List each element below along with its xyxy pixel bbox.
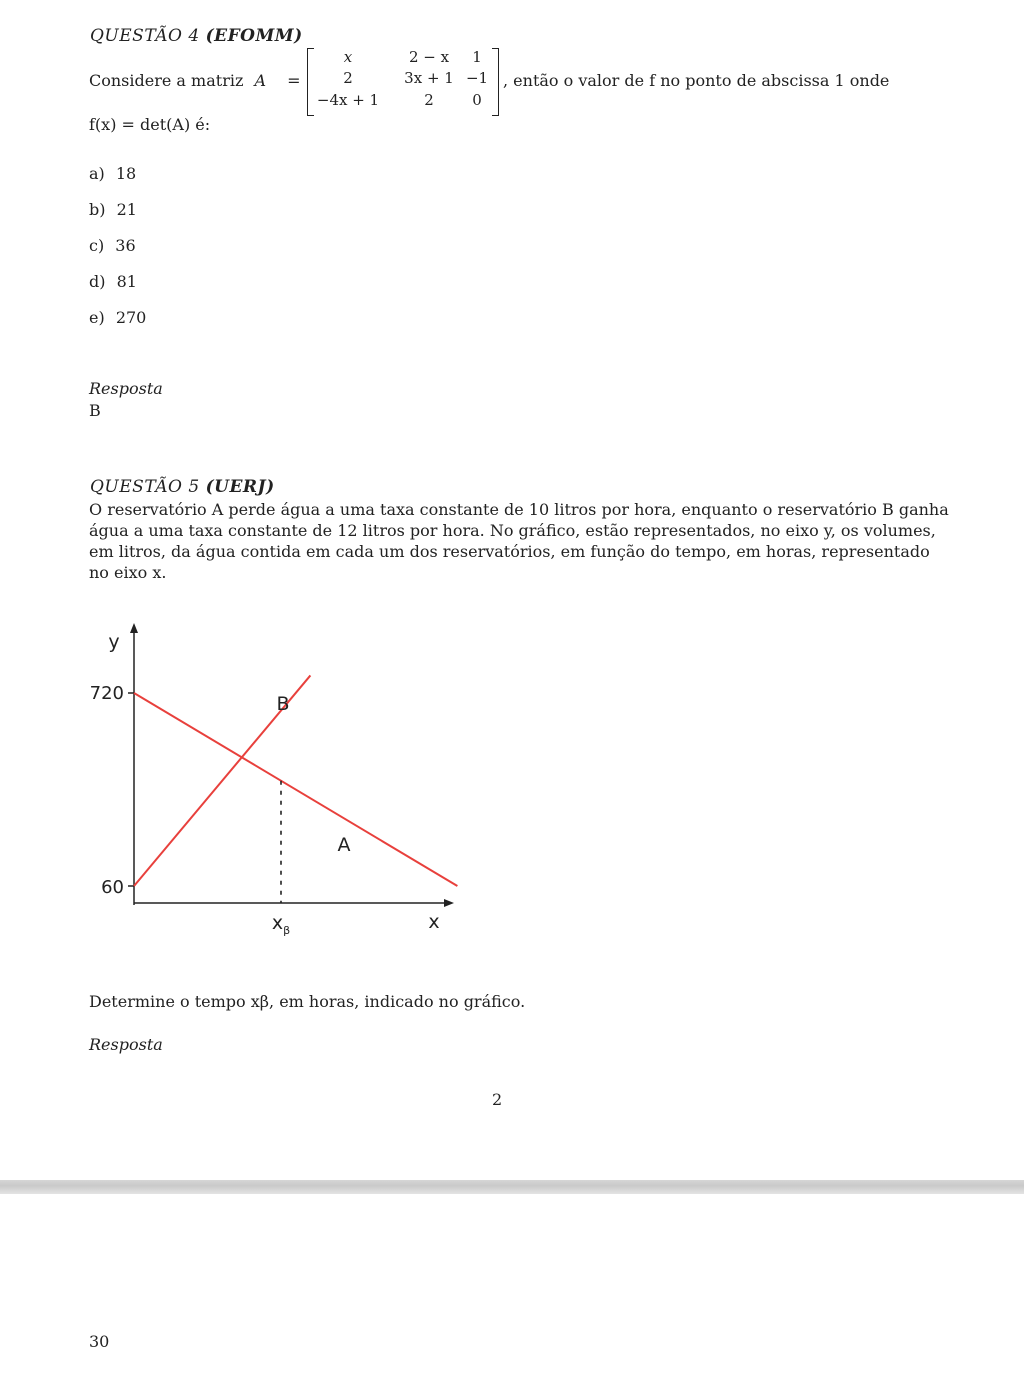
x-beta-main: x [271,912,284,934]
option-letter: d) [89,272,106,291]
matrix-left-bracket [307,48,314,116]
matrix-cell: 2 [424,91,434,109]
y-axis-arrow [130,623,138,633]
q4-title-source: (EFOMM) [205,26,303,46]
matrix-cell: x [343,48,353,66]
q5-title-source: (UERJ) [205,477,275,497]
reservoir-graph [80,615,480,945]
q5-paragraph-line: O reservatório A perde água a uma taxa constante de 10 litros por hora, enquanto o reservatório B ganha [89,500,949,519]
q4-intro [89,70,301,91]
q4-intro-text: Considere a matriz [89,71,244,90]
q4-after-matrix: , então o valor de f no ponto de abscissa 1 onde [503,71,890,90]
y-axis-label: y [108,631,120,653]
option-e [89,308,146,327]
matrix-cell: −4x + 1 [316,91,380,109]
q5-paragraph-line: em litros, da água contida em cada um dos reservatórios, em função do tempo, em horas, representado [89,542,930,561]
option-value: 21 [116,200,137,219]
option-value: 270 [115,308,147,327]
footer-page-number: 30 [89,1332,110,1351]
q4-title-prefix: QUESTÃO 4 [90,26,200,46]
option-value: 18 [115,164,137,183]
matrix-cell: 2 − x [408,48,450,66]
option-letter: c) [89,236,105,255]
option-d [89,272,137,291]
x-axis-arrow [444,899,454,907]
y-tick-label-60: 60 [101,877,124,898]
x-axis-label: x [428,911,440,933]
matrix-cell: −1 [465,69,489,87]
q5-title-prefix: QUESTÃO 5 [90,477,200,497]
q5-paragraph [89,499,949,583]
option-letter: e) [89,308,105,327]
matrix-cell: 2 [343,69,353,87]
q4-answer-value: B [89,401,101,420]
series-a-line [134,693,457,886]
x-beta-label [272,912,290,937]
equals-sign: = [287,71,301,90]
series-a-label: A [337,834,351,856]
y-tick-label-720: 720 [89,683,124,704]
x-beta-subscript: β [283,924,291,937]
q5-title [90,477,275,497]
q5-paragraph-line: água a uma taxa constante de 12 litros por hora. No gráfico, estão representados, no eixo y, os volumes, [89,521,936,540]
q4-title [90,26,303,46]
series-b-label: B [276,693,290,715]
q4-answer-label: Resposta [89,379,163,398]
page-number: 2 [492,1090,503,1109]
matrix-cell: 0 [472,91,482,109]
matrix-cell: 1 [472,48,482,66]
q5-paragraph-line: no eixo x. [89,563,167,582]
q5-question: Determine o tempo xβ, em horas, indicado no gráfico. [89,992,526,1011]
option-c [89,236,136,255]
q4-line2: f(x) = det(A) é: [89,115,211,134]
page-divider [0,1180,1024,1194]
option-letter: b) [89,200,106,219]
matrix-cell: 3x + 1 [404,69,454,87]
option-a [89,164,136,183]
option-value: 81 [116,272,137,291]
option-b [89,200,137,219]
matrix-name: A [254,71,267,90]
option-letter: a) [89,164,105,183]
matrix-a [307,48,499,114]
q5-answer-label: Resposta [89,1035,163,1054]
option-value: 36 [115,236,136,255]
matrix-right-bracket [492,48,499,116]
